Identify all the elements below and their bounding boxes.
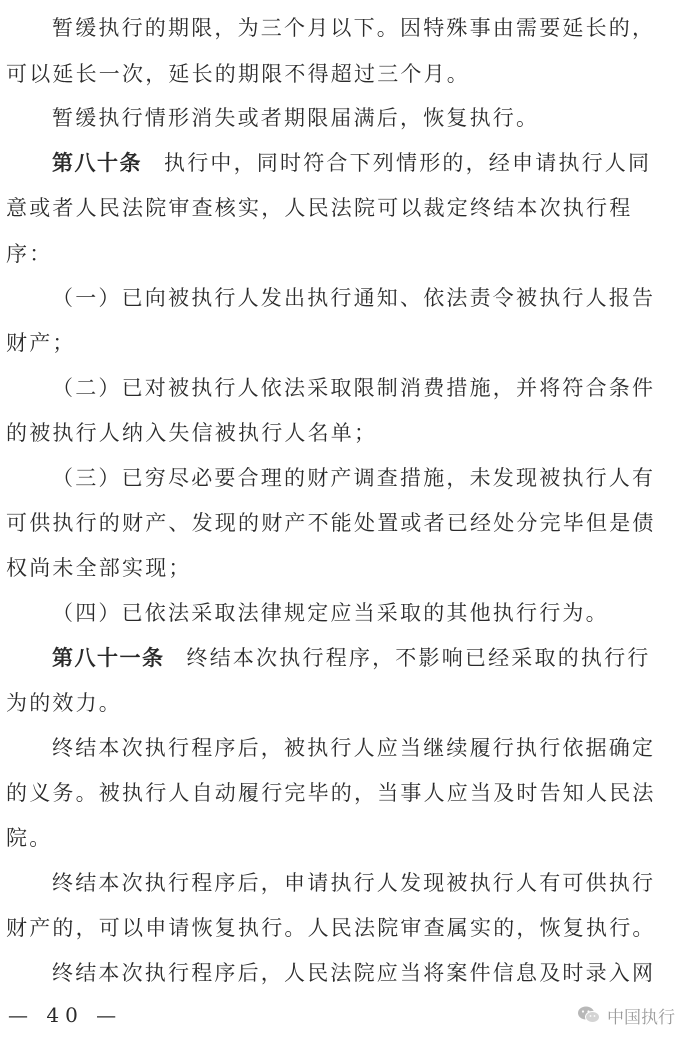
paragraph-line: （一）已向被执行人发出执行通知、依法责令被执行人报告	[52, 286, 656, 310]
paragraph-line: 终结本次执行程序后，被执行人应当继续履行执行依据确定	[52, 736, 656, 760]
paragraph-line: 可以延长一次，延长的期限不得超过三个月。	[6, 62, 470, 86]
paragraph-line: （三）已穷尽必要合理的财产调查措施，未发现被执行人有	[52, 466, 656, 490]
paragraph-line: 院。	[6, 826, 53, 850]
paragraph-line: 财产的，可以申请恢复执行。人民法院审查属实的，恢复执行。	[6, 916, 656, 940]
watermark	[577, 999, 675, 1031]
paragraph-line: 暂缓执行情形消失或者期限届满后，恢复执行。	[52, 106, 540, 130]
page-number: — 40 —	[8, 1003, 123, 1027]
article-80-first-line	[52, 143, 691, 183]
paragraph-line: 终结本次执行程序后，人民法院应当将案件信息及时录入网	[52, 961, 656, 985]
article-80-heading: 第八十条	[52, 150, 142, 175]
article-81-heading: 第八十一条	[52, 645, 165, 670]
paragraph-line: 执行中，同时符合下列情形的，经申请执行人同	[164, 151, 652, 175]
paragraph-line: 的被执行人纳入失信被执行人名单；	[6, 421, 378, 445]
paragraph-line: 可供执行的财产、发现的财产不能处置或者已经处分完毕但是债	[6, 511, 656, 535]
paragraph-line: 暂缓执行的期限，为三个月以下。因特殊事由需要延长的，	[52, 16, 656, 40]
paragraph-line: （二）已对被执行人依法采取限制消费措施，并将符合条件	[52, 376, 656, 400]
paragraph-line: 意或者人民法院审查核实，人民法院可以裁定终结本次执行程	[6, 196, 633, 220]
paragraph-line: 的义务。被执行人自动履行完毕的，当事人应当及时告知人民法	[6, 781, 656, 805]
paragraph-line: 序：	[6, 242, 53, 266]
article-81-first-line	[52, 638, 691, 678]
page-footer	[0, 995, 691, 1035]
wechat-icon	[577, 1005, 601, 1025]
paragraph-line: 权尚未全部实现；	[6, 556, 192, 580]
paragraph-line: 财产；	[6, 331, 76, 355]
paragraph-line: 终结本次执行程序后，申请执行人发现被执行人有可供执行	[52, 871, 656, 895]
watermark-text: 中国执行	[607, 1007, 675, 1028]
paragraph-line: 为的效力。	[6, 691, 122, 715]
paragraph-line: 终结本次执行程序，不影响已经采取的执行行	[186, 646, 651, 670]
paragraph-line: （四）已依法采取法律规定应当采取的其他执行行为。	[52, 601, 609, 625]
